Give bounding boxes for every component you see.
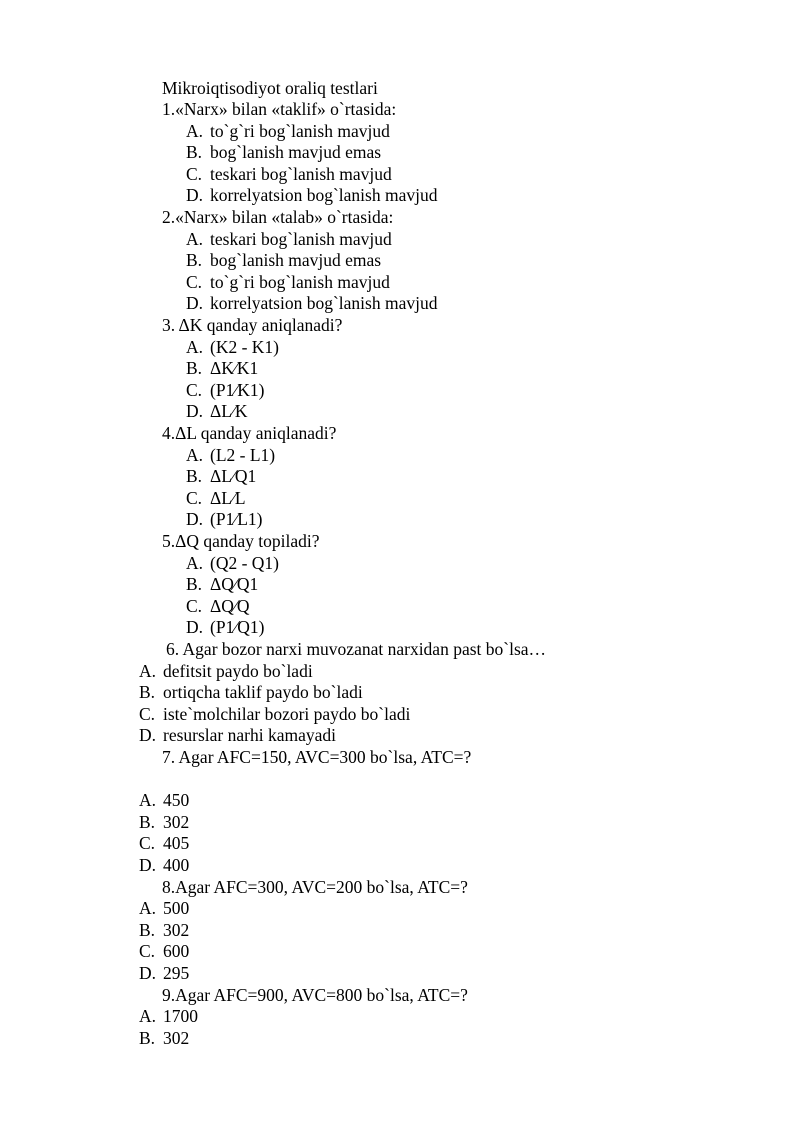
option-text: 1700 <box>163 1006 198 1026</box>
question-2: 2.«Narx» bilan «talab» o`rtasida: <box>162 207 394 227</box>
option-letter: A. <box>186 553 204 573</box>
question-2-option-a <box>186 229 392 251</box>
option-text: 400 <box>163 855 190 875</box>
question-5-option-c <box>186 596 249 618</box>
option-text: ΔL⁄Q1 <box>210 466 257 486</box>
option-letter: D. <box>139 855 157 875</box>
option-letter: B. <box>139 1028 156 1048</box>
question-3-option-d <box>186 401 248 423</box>
option-text: ΔQ⁄Q1 <box>210 574 259 594</box>
option-letter: B. <box>139 682 156 702</box>
question-6: 6. Agar bozor narxi muvozanat narxidan past bo`lsa… <box>166 639 547 659</box>
option-text: 450 <box>163 790 190 810</box>
option-text: 600 <box>163 941 190 961</box>
option-letter: D. <box>139 963 157 983</box>
option-text: iste`molchilar bozori paydo bo`ladi <box>163 704 411 724</box>
option-text: korrelyatsion bog`lanish mavjud <box>210 185 438 205</box>
question-1: 1.«Narx» bilan «taklif» o`rtasida: <box>162 99 397 119</box>
question-2-option-b <box>186 250 381 272</box>
question-8-option-d <box>139 963 189 985</box>
question-8-option-b <box>139 920 189 942</box>
document-title: Mikroiqtisodiyot oraliq testlari <box>162 78 378 98</box>
question-7-option-a <box>139 790 189 812</box>
option-text: 295 <box>163 963 190 983</box>
option-letter: A. <box>186 121 204 141</box>
option-text: 302 <box>163 1028 190 1048</box>
option-text: 405 <box>163 833 190 853</box>
question-9-option-b <box>139 1028 189 1050</box>
option-letter: B. <box>186 358 203 378</box>
option-text: ΔQ⁄Q <box>210 596 250 616</box>
option-letter: A. <box>186 229 204 249</box>
option-letter: C. <box>139 833 156 853</box>
option-text: (P1⁄K1) <box>210 380 265 400</box>
option-letter: C. <box>186 488 203 508</box>
question-8-option-a <box>139 898 189 920</box>
option-letter: A. <box>139 1006 157 1026</box>
question-6-option-d <box>139 725 336 747</box>
option-letter: B. <box>139 812 156 832</box>
question-1-option-a <box>186 121 390 143</box>
option-letter: B. <box>186 142 203 162</box>
option-text: defitsit paydo bo`ladi <box>163 661 313 681</box>
option-letter: A. <box>139 898 157 918</box>
question-3-option-b <box>186 358 258 380</box>
question-5-option-d <box>186 617 264 639</box>
option-text: (P1⁄L1) <box>210 509 263 529</box>
option-text: ΔL⁄K <box>210 401 248 421</box>
option-text: to`g`ri bog`lanish mavjud <box>210 121 390 141</box>
option-text: (L2 - L1) <box>210 445 276 465</box>
option-letter: C. <box>139 704 156 724</box>
option-text: 302 <box>163 812 190 832</box>
question-6-option-b <box>139 682 363 704</box>
question-9: 9.Agar AFC=900, AVC=800 bo`lsa, ATC=? <box>162 985 468 1005</box>
question-3-option-a <box>186 337 279 359</box>
option-letter: B. <box>186 466 203 486</box>
question-3: 3. ΔK qanday aniqlanadi? <box>162 315 343 335</box>
question-2-option-c <box>186 272 390 294</box>
option-text: ortiqcha taklif paydo bo`ladi <box>163 682 363 702</box>
question-1-option-b <box>186 142 381 164</box>
option-letter: D. <box>186 617 204 637</box>
option-letter: C. <box>186 164 203 184</box>
question-6-option-c <box>139 704 410 726</box>
option-text: to`g`ri bog`lanish mavjud <box>210 272 390 292</box>
option-text: (Q2 - Q1) <box>210 553 280 573</box>
question-5-option-b <box>186 574 258 596</box>
option-text: 302 <box>163 920 190 940</box>
question-5-option-a <box>186 553 279 575</box>
option-text: (K2 - K1) <box>210 337 280 357</box>
question-4-option-d <box>186 509 263 531</box>
question-1-option-c <box>186 164 392 186</box>
question-7-option-d <box>139 855 189 877</box>
option-text: ΔL⁄L <box>210 488 246 508</box>
question-4-option-a <box>186 445 275 467</box>
option-letter: D. <box>186 185 204 205</box>
question-5: 5.ΔQ qanday topiladi? <box>162 531 320 551</box>
option-letter: C. <box>186 380 203 400</box>
option-text: 500 <box>163 898 190 918</box>
question-6-option-a <box>139 661 313 683</box>
option-text: resurslar narhi kamayadi <box>163 725 336 745</box>
question-4-option-b <box>186 466 256 488</box>
option-letter: D. <box>186 401 204 421</box>
option-letter: D. <box>139 725 157 745</box>
question-8-option-c <box>139 941 189 963</box>
option-letter: A. <box>186 337 204 357</box>
question-7-option-c <box>139 833 189 855</box>
option-letter: B. <box>186 574 203 594</box>
question-7: 7. Agar AFC=150, AVC=300 bo`lsa, ATC=? <box>162 747 472 767</box>
option-text: bog`lanish mavjud emas <box>210 142 382 162</box>
option-text: (P1⁄Q1) <box>210 617 265 637</box>
question-9-option-a <box>139 1006 198 1028</box>
option-letter: D. <box>186 509 204 529</box>
option-letter: C. <box>186 272 203 292</box>
question-2-option-d <box>186 293 437 315</box>
option-text: ΔK⁄K1 <box>210 358 259 378</box>
option-letter: A. <box>139 661 157 681</box>
option-letter: A. <box>139 790 157 810</box>
question-8: 8.Agar AFC=300, AVC=200 bo`lsa, ATC=? <box>162 877 468 897</box>
option-letter: C. <box>139 941 156 961</box>
option-letter: B. <box>186 250 203 270</box>
question-4-option-c <box>186 488 246 510</box>
option-letter: B. <box>139 920 156 940</box>
option-text: korrelyatsion bog`lanish mavjud <box>210 293 438 313</box>
question-3-option-c <box>186 380 264 402</box>
option-text: teskari bog`lanish mavjud <box>210 164 392 184</box>
question-1-option-d <box>186 185 437 207</box>
option-letter: A. <box>186 445 204 465</box>
option-letter: C. <box>186 596 203 616</box>
option-text: bog`lanish mavjud emas <box>210 250 382 270</box>
question-7-option-b <box>139 812 189 834</box>
option-letter: D. <box>186 293 204 313</box>
question-4: 4.ΔL qanday aniqlanadi? <box>162 423 337 443</box>
option-text: teskari bog`lanish mavjud <box>210 229 392 249</box>
